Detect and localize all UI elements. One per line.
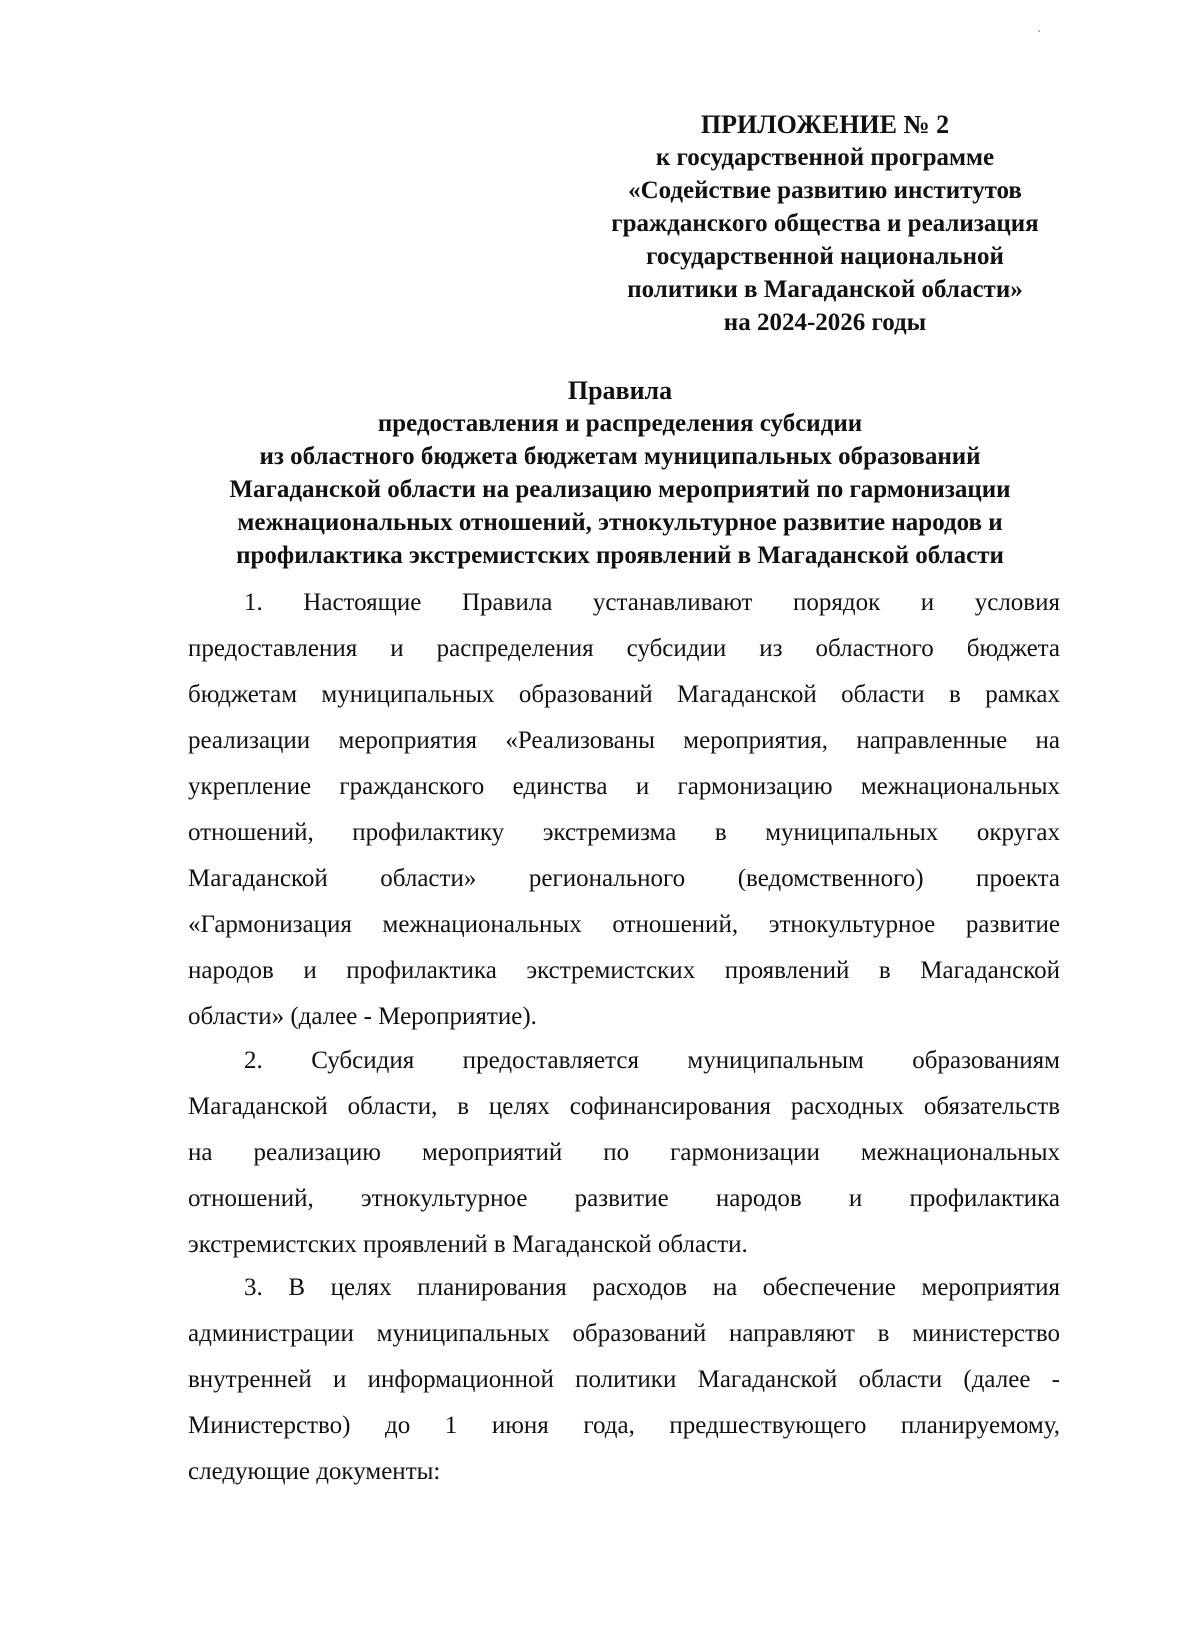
title-line: профилактика экстремистских проявлений в Магаданской области	[236, 542, 1004, 569]
paragraph-2	[188, 1038, 1060, 1268]
paragraph-line: отношений, этнокультурное развитие народов и профилактика	[188, 1185, 1060, 1212]
paragraph-line: на реализацию мероприятий по гармонизации межнациональных	[188, 1139, 1060, 1166]
paragraph-line: предоставления и распределения субсидии из областного бюджета	[188, 635, 1060, 662]
paragraph-line: администрации муниципальных образований направляют в министерство	[188, 1320, 1060, 1347]
paragraph-line: Магаданской области» регионального (ведомственного) проекта	[188, 865, 1060, 892]
paragraph-3	[188, 1265, 1060, 1495]
appendix-number: ПРИЛОЖЕНИЕ № 2	[700, 110, 950, 139]
scan-speck	[1038, 30, 1040, 32]
appendix-years: на 2024-2026 годы	[723, 309, 927, 336]
paragraph-line: «Гармонизация межнациональных отношений, этнокультурное развитие	[188, 911, 1060, 938]
title-line: Магаданской области на реализацию мероприятий по гармонизации	[229, 476, 1011, 503]
paragraph-line: бюджетам муниципальных образований Магаданской области в рамках	[188, 681, 1060, 708]
document-title	[180, 374, 1060, 572]
paragraph-line: народов и профилактика экстремистских проявлений в Магаданской	[188, 957, 1060, 984]
paragraph-line: области» (далее - Мероприятие).	[188, 1003, 537, 1030]
paragraph-line: 3. В целях планирования расходов на обеспечение мероприятия	[244, 1274, 1060, 1301]
appendix-line: политики в Магаданской области»	[627, 276, 1023, 303]
paragraph-line: следующие документы:	[188, 1458, 441, 1485]
appendix-line: гражданского общества и реализация	[611, 210, 1039, 237]
paragraph-line: Министерство) до 1 июня года, предшествующего планируемому,	[188, 1412, 1060, 1439]
title-line: предоставления и распределения субсидии	[377, 410, 863, 437]
paragraph-line: укрепление гражданского единства и гармонизацию межнациональных	[188, 773, 1060, 800]
appendix-header	[575, 108, 1075, 339]
title-line: из областного бюджета бюджетам муниципальных образований	[259, 443, 981, 470]
appendix-line: государственной национальной	[646, 243, 1004, 270]
appendix-line: «Содействие развитию институтов	[628, 177, 1022, 204]
paragraph-line: Магаданской области, в целях софинансирования расходных обязательств	[188, 1093, 1060, 1120]
paragraph-line: 1. Настоящие Правила устанавливают порядок и условия	[244, 589, 1060, 616]
title-heading: Правила	[567, 376, 673, 405]
paragraph-line: внутренней и информационной политики Магаданской области (далее -	[188, 1366, 1060, 1393]
paragraph-line: 2. Субсидия предоставляется муниципальным образованиям	[244, 1047, 1060, 1074]
appendix-line: к государственной программе	[655, 144, 995, 171]
paragraph-line: реализации мероприятия «Реализованы мероприятия, направленные на	[188, 727, 1060, 754]
paragraph-line: отношений, профилактику экстремизма в муниципальных округах	[188, 819, 1060, 846]
title-line: межнациональных отношений, этнокультурное развитие народов и	[237, 509, 1003, 536]
paragraph-line: экстремистских проявлений в Магаданской области.	[188, 1231, 748, 1258]
paragraph-1	[188, 580, 1060, 1040]
